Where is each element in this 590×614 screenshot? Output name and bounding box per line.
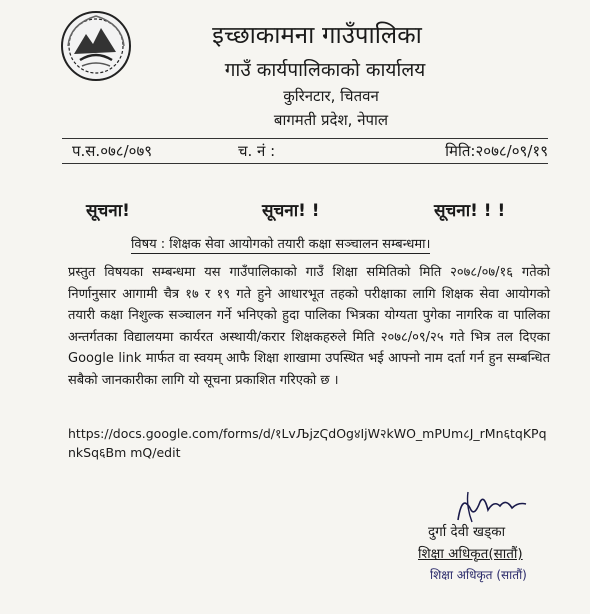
subject-line: विषय : शिक्षक सेवा आयोगको तयारी कक्षा सञ्चालन सम्बन्धमा।	[131, 234, 430, 254]
notice-body: प्रस्तुत विषयका सम्बन्धमा यस गाउँपालिकाको गाउँ शिक्षा समितिको मिति २०७८/०७/१६ गतेको निर्णानुसार आगामी चैत्र १७ र १९ गते हुने आधारभूत तहको परीक्षाका लागि शिक्षक सेवा आयोगको तयारी कक्षा निशुल्क सञ्चालन गर्ने भनिएको हुदा पालिका भित्रका योग्यता पुगेका नागरिक वा पालिका अन्तर्गतका विद्यालयमा कार्यरत अस्थायी/करार शिक्षकहरुले मिति २०७८/०९/२५ गते भित्र तल दिएका Google link मार्फत वा स्वयम् आफै शिक्षा शाखामा उपस्थित भई आफ्नो नाम दर्ता गर्न हुन सम्बन्धित सबैको जानकारीका लागि यो सूचना प्रकाशित गरिएको छ ।	[68, 265, 550, 388]
municipality-name: इच्छाकामना गाउँपालिका	[212, 21, 422, 49]
reference-bar	[62, 138, 548, 164]
dispatch-number: च. नं :	[238, 142, 276, 160]
notice-heading-2: सूचना! !	[262, 201, 320, 221]
notice-heading-3: सूचना! ! !	[434, 201, 506, 221]
signatory-title: शिक्षा अधिकृत(सातौं)	[418, 546, 523, 562]
signatory-name: दुर्गा देवी खड्का	[428, 524, 506, 540]
letter-number: प.स.०७८/०७९	[72, 142, 153, 160]
notice-heading-1: सूचना!	[86, 201, 130, 221]
google-form-link[interactable]: https://docs.google.com/forms/d/१LvЉjzҀdOg४IjW२kWO_mPUm८J_rMn६tqKPqnkSq६Bm mQ/edit	[68, 426, 547, 460]
office-name: गाउँ कार्यपालिकाको कार्यालय	[224, 59, 426, 81]
signatory-stamp: शिक्षा अधिकृत (सातौं)	[430, 568, 527, 582]
office-location: कुरिनटार, चितवन	[283, 87, 379, 105]
province-country: बागमती प्रदेश, नेपाल	[273, 111, 389, 129]
handwritten-signature	[452, 488, 532, 526]
letter-date: मिति:२०७८/०९/१९	[445, 142, 548, 160]
